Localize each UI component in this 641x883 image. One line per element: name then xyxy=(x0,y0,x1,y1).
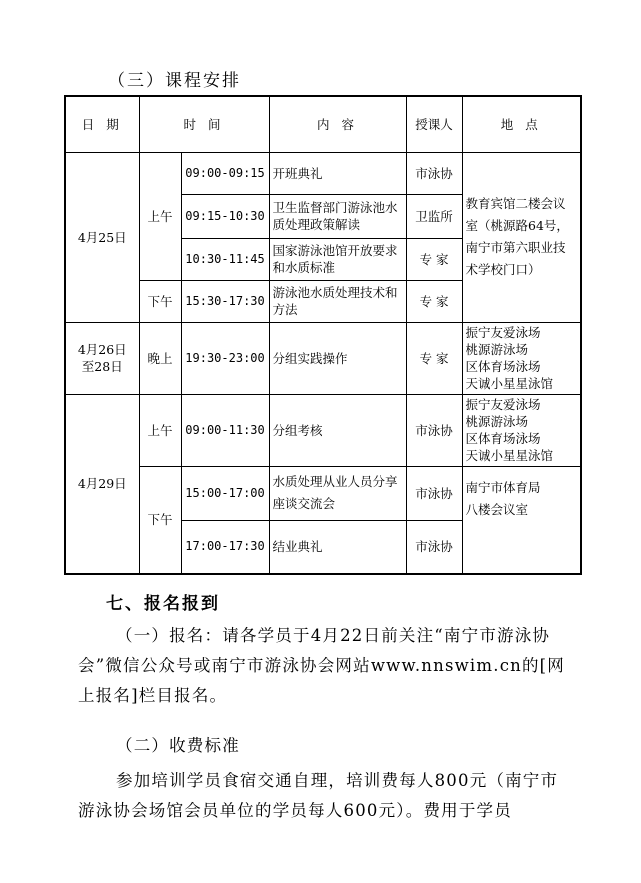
header-time: 时 间 xyxy=(139,96,269,152)
time-cell: 09:15-10:30 xyxy=(181,194,269,238)
date-apr26-28 xyxy=(65,322,139,394)
content-cell: 卫生监督部门游泳池水质处理政策解读 xyxy=(269,194,406,238)
location-education-hotel: 教育宾馆二楼会议室（桃源路64号，南宁市第六职业技术学校门口） xyxy=(462,152,581,322)
content-cell: 结业典礼 xyxy=(269,520,406,574)
section-title-course-schedule: （三）课程安排 xyxy=(108,71,241,91)
venue-line: 振宁友爱泳场 xyxy=(465,325,541,340)
location-venues xyxy=(462,322,581,394)
table-header-row xyxy=(65,96,581,152)
header-date: 日 期 xyxy=(65,96,139,152)
header-location: 地 点 xyxy=(462,96,581,152)
time-cell: 15:30-17:30 xyxy=(181,280,269,322)
teacher-cell: 专 家 xyxy=(406,280,462,322)
content-cell: 分组实践操作 xyxy=(269,322,406,394)
teacher-cell: 市泳协 xyxy=(406,152,462,194)
location-line: 八楼会议室 xyxy=(465,501,529,517)
teacher-cell: 市泳协 xyxy=(406,466,462,520)
time-cell: 09:00-11:30 xyxy=(181,394,269,466)
venue-line: 区体育场泳场 xyxy=(465,431,541,446)
content-cell: 水质处理从业人员分享座谈交流会 xyxy=(269,466,406,520)
teacher-cell: 专 家 xyxy=(406,238,462,280)
course-schedule-table xyxy=(64,95,582,575)
content-cell: 分组考核 xyxy=(269,394,406,466)
venue-line: 天诚小星星泳馆 xyxy=(465,448,554,463)
table-row xyxy=(65,152,581,194)
teacher-cell: 专 家 xyxy=(406,322,462,394)
period-morning: 上午 xyxy=(139,394,181,466)
registration-paragraph: （一）报名：请各学员于4月22日前关注“南宁市游泳协会”微信公众号或南宁市游泳协会网站www.nnswim.cn的[网上报名]栏目报名。 xyxy=(78,626,566,705)
fee-title: （二）收费标准 xyxy=(116,736,240,755)
teacher-cell: 市泳协 xyxy=(406,520,462,574)
period-afternoon: 下午 xyxy=(139,280,181,322)
content-cell: 游泳池水质处理技术和方法 xyxy=(269,280,406,322)
table-row xyxy=(65,322,581,394)
venue-line: 天诚小星星泳馆 xyxy=(465,376,554,391)
time-cell: 10:30-11:45 xyxy=(181,238,269,280)
content-cell: 开班典礼 xyxy=(269,152,406,194)
time-cell: 19:30-23:00 xyxy=(181,322,269,394)
teacher-cell: 卫监所 xyxy=(406,194,462,238)
teacher-cell: 市泳协 xyxy=(406,394,462,466)
table-row xyxy=(65,394,581,466)
table-row xyxy=(65,466,581,520)
period-afternoon: 下午 xyxy=(139,466,181,574)
time-cell: 17:00-17:30 xyxy=(181,520,269,574)
fee-paragraph: 参加培训学员食宿交通自理，培训费每人800元（南宁市游泳协会场馆会员单位的学员每人600元）。费用于学员 xyxy=(78,771,559,820)
date-line: 4月26日 xyxy=(77,342,127,357)
location-sports-bureau xyxy=(462,466,581,574)
time-cell: 09:00-09:15 xyxy=(181,152,269,194)
date-line: 至28日 xyxy=(81,359,123,374)
period-morning: 上午 xyxy=(139,152,181,280)
section-title-registration: 七、报名报到 xyxy=(106,594,220,614)
time-cell: 15:00-17:00 xyxy=(181,466,269,520)
venue-line: 振宁友爱泳场 xyxy=(465,397,541,412)
location-line: 南宁市体育局 xyxy=(465,479,541,495)
header-teacher: 授课人 xyxy=(406,96,462,152)
date-apr29: 4月29日 xyxy=(65,394,139,574)
content-cell: 国家游泳池馆开放要求和水质标准 xyxy=(269,238,406,280)
venue-line: 区体育场泳场 xyxy=(465,359,541,374)
period-evening: 晚上 xyxy=(139,322,181,394)
venue-line: 桃源游泳场 xyxy=(465,414,529,429)
date-apr25: 4月25日 xyxy=(65,152,139,322)
header-content: 内 容 xyxy=(269,96,406,152)
venue-line: 桃源游泳场 xyxy=(465,342,529,357)
location-venues xyxy=(462,394,581,466)
